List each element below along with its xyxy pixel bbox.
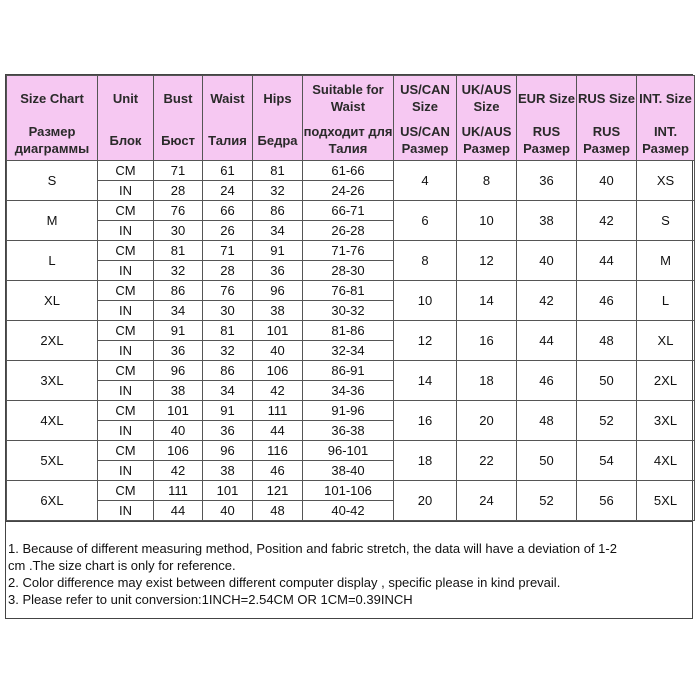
suitable-waist-value: 86-91 [303,361,394,381]
waist-value: 32 [203,341,253,361]
header-us-can-ru: US/CAN Размер [394,120,457,161]
table-row [7,201,695,221]
suitable-waist-value: 71-76 [303,241,394,261]
header-waist-ru: Талия [203,120,253,161]
size-label: 3XL [7,361,98,401]
bust-value: 106 [154,441,203,461]
bust-value: 42 [154,461,203,481]
int-size: XL [637,321,695,361]
size-chart [5,74,693,619]
eur-size: 52 [517,481,577,521]
bust-value: 30 [154,221,203,241]
header-hips: Hips [253,76,303,121]
waist-value: 86 [203,361,253,381]
rus-size: 46 [577,281,637,321]
unit-cm: CM [98,281,154,301]
header-eur: EUR Size [517,76,577,121]
suitable-waist-value: 81-86 [303,321,394,341]
int-size: S [637,201,695,241]
size-label: 6XL [7,481,98,521]
header-rus-ru: RUS Размер [577,120,637,161]
header-rus: RUS Size [577,76,637,121]
waist-value: 96 [203,441,253,461]
waist-value: 24 [203,181,253,201]
bust-value: 76 [154,201,203,221]
waist-value: 101 [203,481,253,501]
header-row-russian [7,120,695,161]
unit-cm: CM [98,481,154,501]
suitable-waist-value: 96-101 [303,441,394,461]
int-size: XS [637,161,695,201]
int-size: M [637,241,695,281]
table-row [7,401,695,421]
header-size-chart: Size Chart [7,76,98,121]
waist-value: 81 [203,321,253,341]
suitable-waist-value: 28-30 [303,261,394,281]
waist-value: 71 [203,241,253,261]
waist-value: 91 [203,401,253,421]
unit-in: IN [98,381,154,401]
header-bust: Bust [154,76,203,121]
waist-value: 28 [203,261,253,281]
size-label: S [7,161,98,201]
size-label: 4XL [7,401,98,441]
header-int-ru: INT. Размер [637,120,695,161]
uk-aus-size: 8 [457,161,517,201]
header-size-chart-ru: Размер диаграммы [7,120,98,161]
int-size: L [637,281,695,321]
unit-in: IN [98,501,154,521]
us-can-size: 18 [394,441,457,481]
note-line: 3. Please refer to unit conversion:1INCH=2.54CM OR 1CM=0.39INCH [8,592,413,607]
suitable-waist-value: 26-28 [303,221,394,241]
us-can-size: 10 [394,281,457,321]
size-label: L [7,241,98,281]
unit-cm: CM [98,241,154,261]
suitable-waist-value: 76-81 [303,281,394,301]
rus-size: 50 [577,361,637,401]
bust-value: 40 [154,421,203,441]
size-table [6,75,695,521]
suitable-waist-value: 32-34 [303,341,394,361]
waist-value: 38 [203,461,253,481]
hips-value: 32 [253,181,303,201]
unit-in: IN [98,221,154,241]
int-size: 5XL [637,481,695,521]
header-uk-aus: UK/AUS Size [457,76,517,121]
waist-value: 30 [203,301,253,321]
hips-value: 86 [253,201,303,221]
suitable-waist-value: 101-106 [303,481,394,501]
unit-cm: CM [98,441,154,461]
hips-value: 38 [253,301,303,321]
waist-value: 61 [203,161,253,181]
rus-size: 42 [577,201,637,241]
header-unit: Unit [98,76,154,121]
header-us-can: US/CAN Size [394,76,457,121]
rus-size: 52 [577,401,637,441]
hips-value: 121 [253,481,303,501]
hips-value: 34 [253,221,303,241]
size-label: M [7,201,98,241]
unit-in: IN [98,181,154,201]
unit-in: IN [98,301,154,321]
table-row [7,441,695,461]
uk-aus-size: 14 [457,281,517,321]
bust-value: 32 [154,261,203,281]
int-size: 3XL [637,401,695,441]
size-label: XL [7,281,98,321]
unit-in: IN [98,461,154,481]
waist-value: 40 [203,501,253,521]
eur-size: 44 [517,321,577,361]
header-hips-ru: Бедра [253,120,303,161]
suitable-waist-value: 24-26 [303,181,394,201]
bust-value: 91 [154,321,203,341]
header-row-english [7,76,695,121]
hips-value: 46 [253,461,303,481]
eur-size: 38 [517,201,577,241]
rus-size: 40 [577,161,637,201]
eur-size: 50 [517,441,577,481]
waist-value: 66 [203,201,253,221]
uk-aus-size: 20 [457,401,517,441]
header-suitable-waist-ru: подходит для Талия [303,120,394,161]
eur-size: 36 [517,161,577,201]
rus-size: 56 [577,481,637,521]
unit-cm: CM [98,201,154,221]
unit-cm: CM [98,361,154,381]
hips-value: 101 [253,321,303,341]
header-eur-ru: RUS Размер [517,120,577,161]
us-can-size: 6 [394,201,457,241]
size-label: 2XL [7,321,98,361]
table-row [7,321,695,341]
bust-value: 44 [154,501,203,521]
header-bust-ru: Бюст [154,120,203,161]
size-label: 5XL [7,441,98,481]
int-size: 4XL [637,441,695,481]
uk-aus-size: 10 [457,201,517,241]
header-unit-ru: Блок [98,120,154,161]
bust-value: 71 [154,161,203,181]
suitable-waist-value: 61-66 [303,161,394,181]
hips-value: 111 [253,401,303,421]
suitable-waist-value: 36-38 [303,421,394,441]
us-can-size: 20 [394,481,457,521]
unit-in: IN [98,421,154,441]
header-waist: Waist [203,76,253,121]
int-size: 2XL [637,361,695,401]
bust-value: 38 [154,381,203,401]
header-suitable-waist: Suitable for Waist [303,76,394,121]
us-can-size: 4 [394,161,457,201]
waist-value: 34 [203,381,253,401]
us-can-size: 16 [394,401,457,441]
unit-cm: CM [98,321,154,341]
rus-size: 48 [577,321,637,361]
uk-aus-size: 12 [457,241,517,281]
eur-size: 48 [517,401,577,441]
hips-value: 91 [253,241,303,261]
hips-value: 44 [253,421,303,441]
hips-value: 116 [253,441,303,461]
suitable-waist-value: 91-96 [303,401,394,421]
header-uk-aus-ru: UK/AUS Размер [457,120,517,161]
bust-value: 86 [154,281,203,301]
table-row [7,481,695,501]
uk-aus-size: 22 [457,441,517,481]
table-body [7,161,695,521]
header-int: INT. Size [637,76,695,121]
waist-value: 76 [203,281,253,301]
bust-value: 81 [154,241,203,261]
rus-size: 54 [577,441,637,481]
table-row [7,241,695,261]
hips-value: 48 [253,501,303,521]
hips-value: 42 [253,381,303,401]
us-can-size: 12 [394,321,457,361]
eur-size: 40 [517,241,577,281]
suitable-waist-value: 34-36 [303,381,394,401]
table-row [7,161,695,181]
hips-value: 40 [253,341,303,361]
us-can-size: 8 [394,241,457,281]
bust-value: 101 [154,401,203,421]
suitable-waist-value: 30-32 [303,301,394,321]
note-line: cm .The size chart is only for reference. [8,558,236,573]
hips-value: 106 [253,361,303,381]
hips-value: 96 [253,281,303,301]
us-can-size: 14 [394,361,457,401]
rus-size: 44 [577,241,637,281]
unit-in: IN [98,261,154,281]
suitable-waist-value: 40-42 [303,501,394,521]
uk-aus-size: 16 [457,321,517,361]
notes-section [6,521,692,618]
uk-aus-size: 24 [457,481,517,521]
table-row [7,281,695,301]
uk-aus-size: 18 [457,361,517,401]
bust-value: 28 [154,181,203,201]
table-row [7,361,695,381]
unit-cm: CM [98,161,154,181]
waist-value: 26 [203,221,253,241]
waist-value: 36 [203,421,253,441]
bust-value: 34 [154,301,203,321]
unit-cm: CM [98,401,154,421]
bust-value: 111 [154,481,203,501]
bust-value: 36 [154,341,203,361]
bust-value: 96 [154,361,203,381]
hips-value: 81 [253,161,303,181]
unit-in: IN [98,341,154,361]
suitable-waist-value: 66-71 [303,201,394,221]
suitable-waist-value: 38-40 [303,461,394,481]
note-line: 1. Because of different measuring method, Position and fabric stretch, the data will have a deviation of 1-2 [8,541,617,556]
eur-size: 46 [517,361,577,401]
note-line: 2. Color difference may exist between different computer display , specific please in kind prevail. [8,575,561,590]
hips-value: 36 [253,261,303,281]
eur-size: 42 [517,281,577,321]
